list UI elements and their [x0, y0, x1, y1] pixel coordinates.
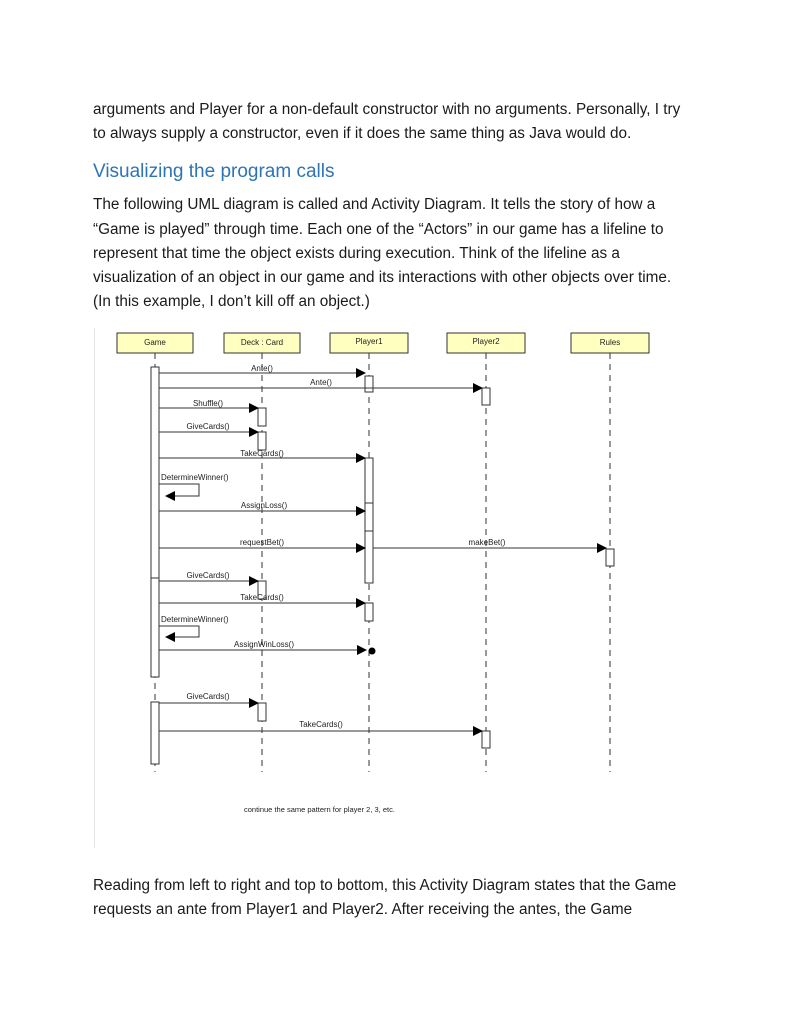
closing-line-2: requests an ante from Player1 and Player2. After receiving the antes, the Game — [93, 901, 633, 918]
body-line-1: The following UML diagram is called and Activity Diagram. It tells the story of how a — [93, 196, 656, 213]
msg-determine-2-label: DetermineWinner() — [161, 615, 229, 624]
actor-player1 — [330, 333, 408, 353]
closing-line-1: Reading from left to right and top to bottom, this Activity Diagram states that the Game — [93, 877, 677, 894]
activation-p2-1 — [482, 388, 490, 405]
msg-makebet-label: makeBet() — [468, 538, 506, 547]
msg-givecards-2-label: GiveCards() — [186, 571, 230, 580]
section-heading: Visualizing the program calls — [93, 161, 335, 182]
msg-assignloss-label: AssignLoss() — [240, 501, 288, 510]
activation-deck-4 — [258, 703, 266, 721]
activation-p2-2 — [482, 731, 490, 748]
actor-player2 — [447, 333, 525, 353]
msg-shuffle-label: Shuffle() — [192, 399, 224, 408]
msg-determine-1-label: DetermineWinner() — [161, 473, 229, 482]
actor-player2-label: Player2 — [472, 337, 500, 346]
msg-takecards-3-label: TakeCards() — [299, 720, 343, 729]
msg-assignwinloss-label: AssignWinLoss() — [233, 640, 295, 649]
activation-game-2 — [151, 578, 159, 677]
actor-game-label: Game — [144, 338, 166, 347]
body-line-4: visualization of an object in our game and its interactions with other objects over time. — [93, 269, 672, 286]
actor-rules — [571, 333, 649, 353]
actor-deck — [224, 333, 300, 353]
activation-game-3 — [151, 702, 159, 764]
diagram-note: continue the same pattern for player 2, 3, etc. — [244, 805, 395, 814]
msg-givecards-3-label: GiveCards() — [186, 692, 230, 701]
msg-requestbet-label: requestBet() — [239, 538, 285, 547]
sequence-diagram-svg — [94, 328, 700, 848]
sequence-diagram — [94, 328, 700, 848]
activation-p1-1 — [365, 376, 373, 392]
body-line-5: (In this example, I don’t kill off an object.) — [93, 293, 370, 310]
msg-givecards-1-label: GiveCards() — [186, 422, 230, 431]
msg-takecards-2-label: TakeCards() — [240, 593, 284, 602]
actor-deck-label: Deck : Card — [240, 338, 284, 347]
activation-game-1 — [151, 367, 159, 579]
intro-line-2: to always supply a constructor, even if it does the same thing as Java would do. — [93, 125, 632, 142]
activation-p1-3 — [365, 503, 373, 531]
actor-game — [117, 333, 193, 353]
body-line-2: “Game is played” through time. Each one of the “Actors” in our game has a lifeline to — [93, 221, 664, 238]
activation-rules-1 — [606, 549, 614, 566]
msg-determine-1-line — [159, 484, 199, 496]
activation-deck-1 — [258, 408, 266, 426]
actor-player1-label: Player1 — [355, 337, 383, 346]
activation-deck-2 — [258, 432, 266, 450]
intro-line-1: arguments and Player for a non-default constructor with no arguments. Personally, I try — [93, 101, 681, 118]
msg-ante-p2-label: Ante() — [310, 378, 332, 387]
msg-ante-deck-label: Ante() — [251, 364, 273, 373]
msg-determine-2-line — [159, 626, 199, 637]
actor-rules-label: Rules — [599, 338, 621, 347]
activation-p1-4 — [365, 603, 373, 621]
lifelines — [155, 353, 610, 772]
destroy-marker — [369, 648, 376, 655]
msg-takecards-1-label: TakeCards() — [240, 449, 284, 458]
body-line-3: represent that time the object exists during execution. Think of the lifeline as a — [93, 245, 620, 262]
